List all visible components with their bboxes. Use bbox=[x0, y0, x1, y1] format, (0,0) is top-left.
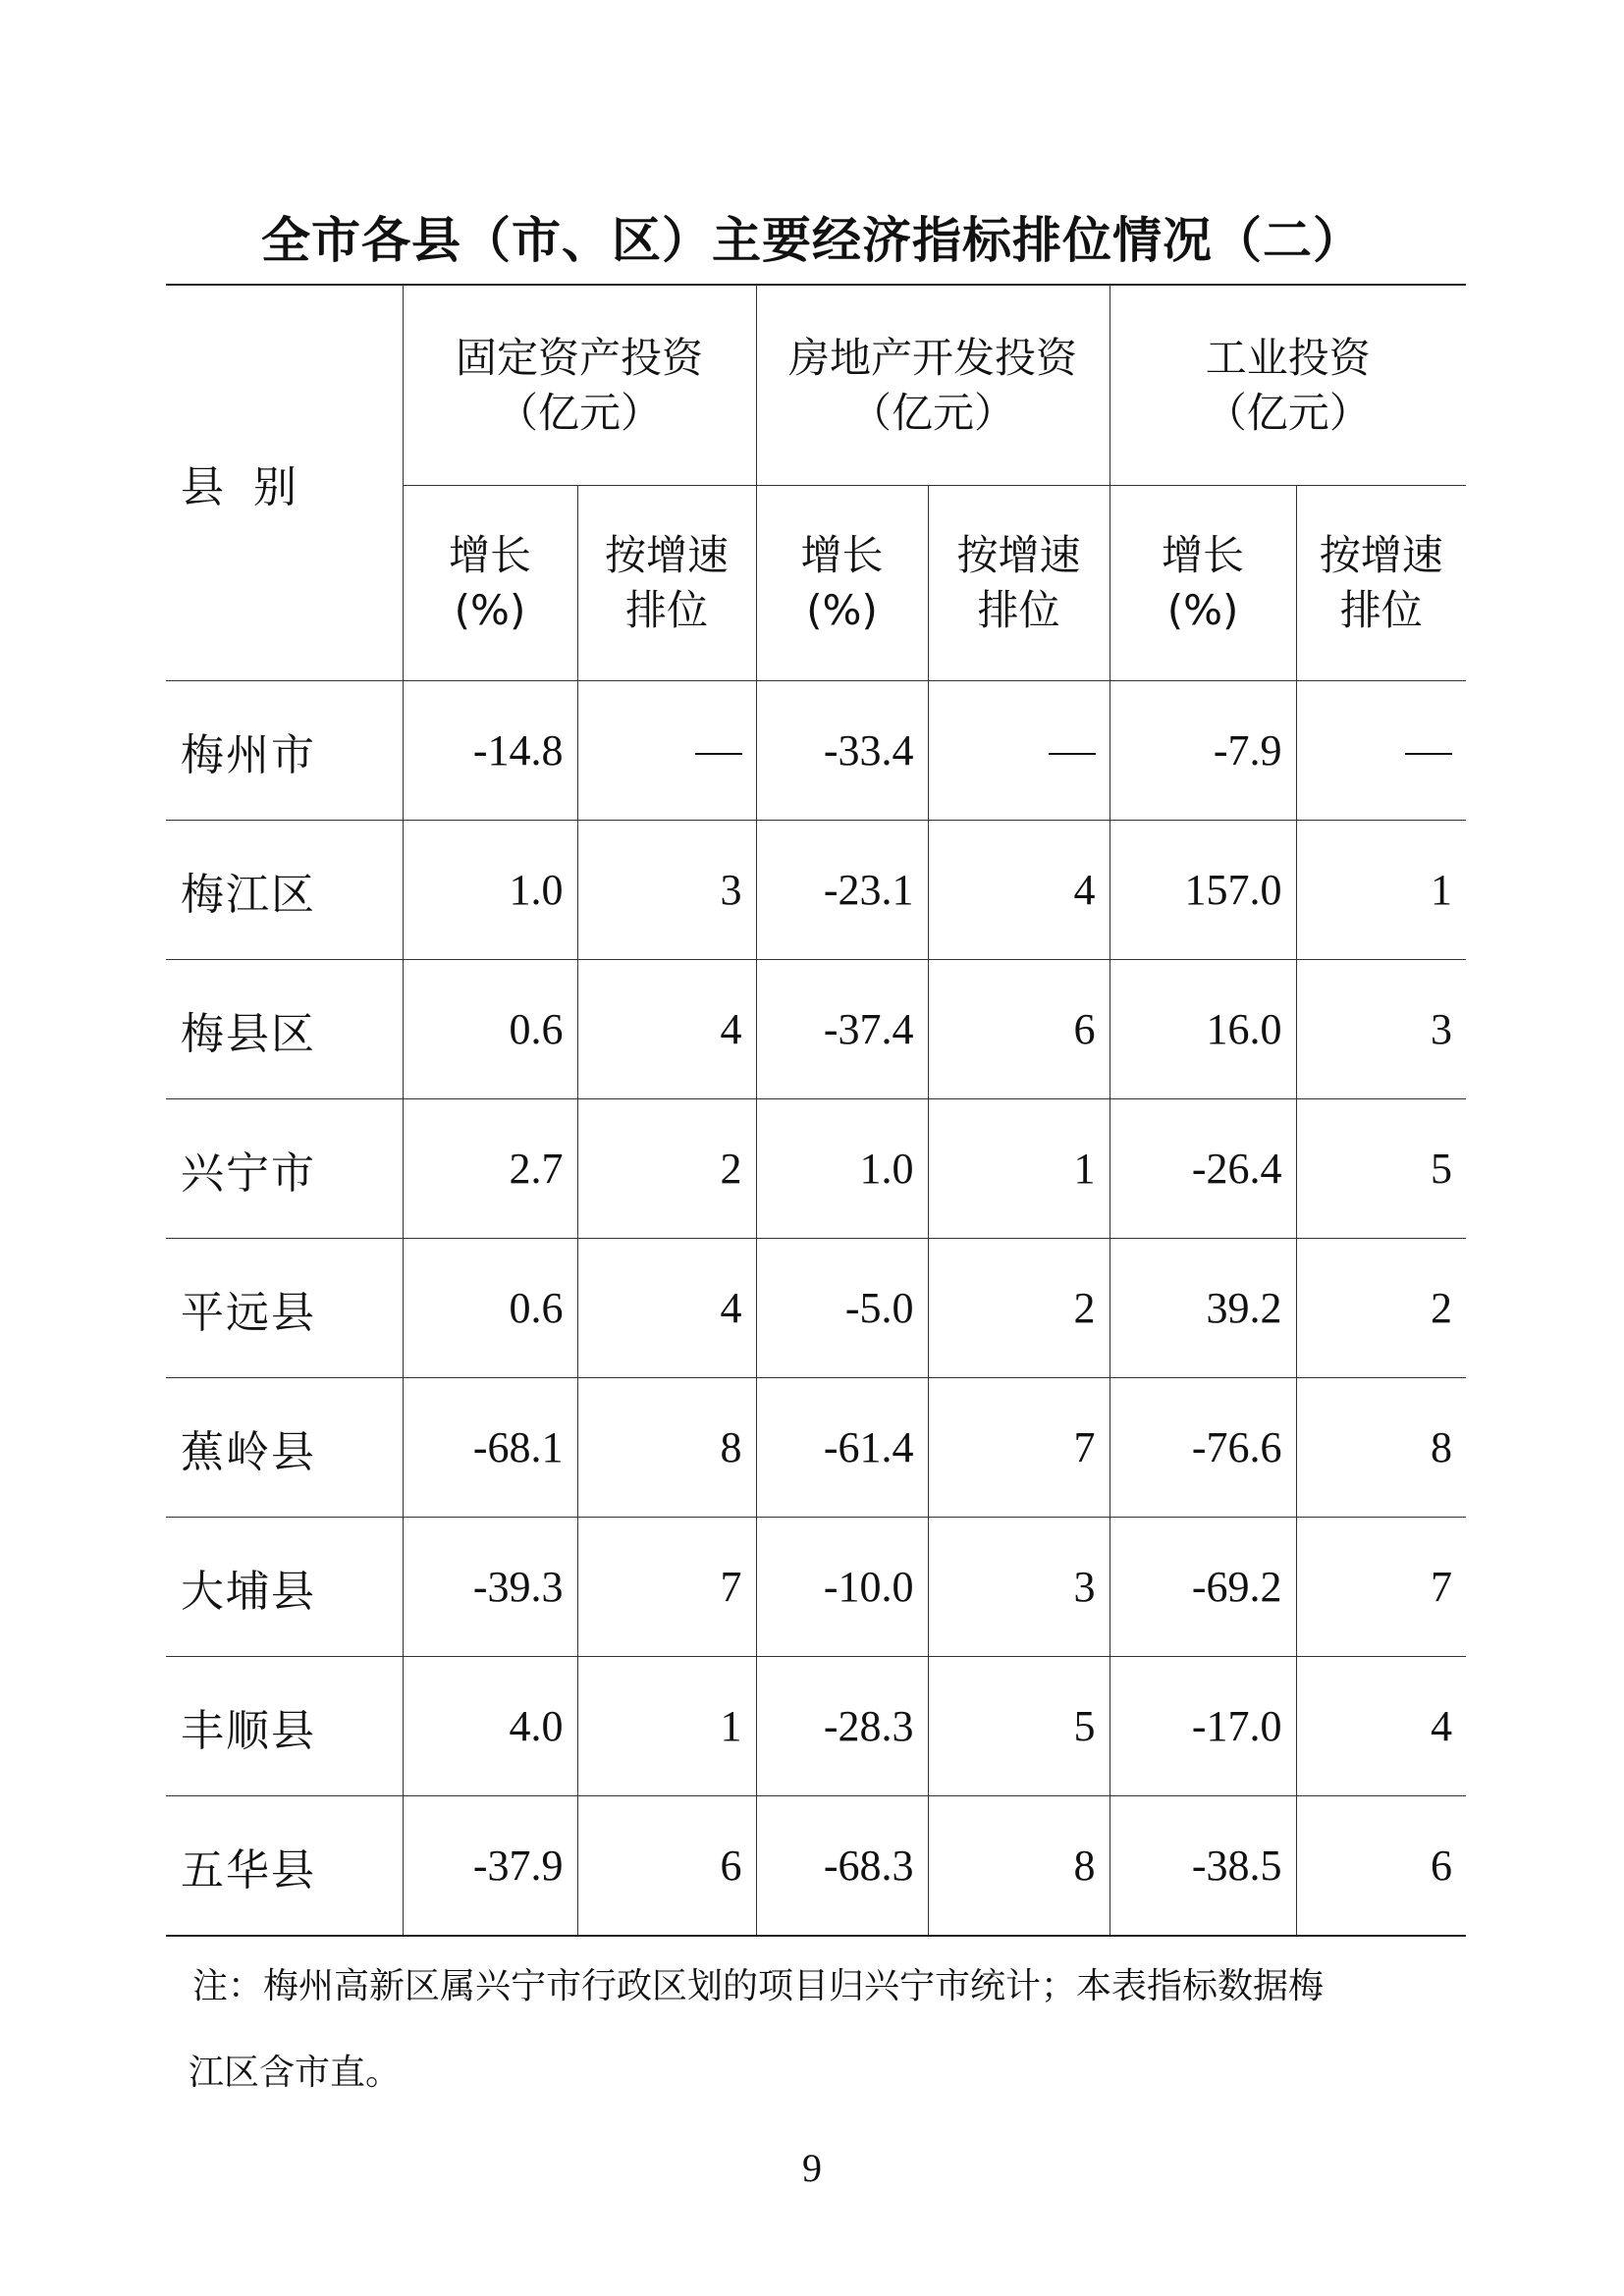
table-row bbox=[166, 1796, 1466, 1937]
rank-cell bbox=[577, 681, 756, 821]
rank-cell: 8 bbox=[577, 1378, 756, 1518]
growth-cell: -14.8 bbox=[403, 681, 577, 821]
sub-header-rank bbox=[1296, 486, 1466, 681]
county-column-header: 县别 bbox=[166, 285, 403, 681]
county-name: 平远县 bbox=[166, 1239, 403, 1378]
footnote-line: 注：梅州高新区属兴宁市行政区划的项目归兴宁市统计；本表指标数据梅 bbox=[192, 1966, 1325, 2006]
rank-cell: 3 bbox=[928, 1518, 1110, 1657]
growth-cell: -37.4 bbox=[756, 960, 928, 1099]
growth-cell: -61.4 bbox=[756, 1378, 928, 1518]
sub-header-label: 增长 bbox=[1162, 531, 1245, 579]
em-dash bbox=[1049, 753, 1096, 755]
page-title: 全市各县（市、区）主要经济指标排位情况（二） bbox=[261, 212, 1363, 269]
growth-cell: -68.1 bbox=[403, 1378, 577, 1518]
group-header-real-estate-investment bbox=[756, 285, 1110, 486]
sub-header-unit: (%) bbox=[454, 586, 526, 634]
indicator-ranking-table bbox=[166, 284, 1466, 1937]
rank-cell: 3 bbox=[577, 821, 756, 960]
rank-cell: 6 bbox=[1296, 1796, 1466, 1937]
footnote-line: 江区含市直。 bbox=[189, 2053, 402, 2093]
growth-cell: -33.4 bbox=[756, 681, 928, 821]
county-name: 兴宁市 bbox=[166, 1099, 403, 1239]
county-name: 梅县区 bbox=[166, 960, 403, 1099]
rank-cell: 7 bbox=[928, 1378, 1110, 1518]
rank-cell: 8 bbox=[928, 1796, 1110, 1937]
rank-cell: 5 bbox=[928, 1657, 1110, 1796]
em-dash bbox=[695, 753, 742, 755]
growth-cell: -5.0 bbox=[756, 1239, 928, 1378]
county-name: 梅州市 bbox=[166, 681, 403, 821]
growth-cell: -39.3 bbox=[403, 1518, 577, 1657]
growth-cell: 0.6 bbox=[403, 960, 577, 1099]
sub-header-label: 排位 bbox=[625, 586, 709, 634]
group-header-fixed-asset-investment bbox=[403, 285, 756, 486]
rank-cell: 4 bbox=[1296, 1657, 1466, 1796]
county-name: 大埔县 bbox=[166, 1518, 403, 1657]
growth-cell: -38.5 bbox=[1110, 1796, 1296, 1937]
sub-header-unit: (%) bbox=[806, 586, 878, 634]
rank-cell: 8 bbox=[1296, 1378, 1466, 1518]
table-row bbox=[166, 821, 1466, 960]
sub-header-label: 排位 bbox=[977, 586, 1060, 634]
sub-header-growth bbox=[756, 486, 928, 681]
rank-cell: 2 bbox=[1296, 1239, 1466, 1378]
growth-cell: -28.3 bbox=[756, 1657, 928, 1796]
growth-cell: 2.7 bbox=[403, 1099, 577, 1239]
rank-cell: 6 bbox=[928, 960, 1110, 1099]
growth-cell: -69.2 bbox=[1110, 1518, 1296, 1657]
rank-cell: 2 bbox=[577, 1099, 756, 1239]
rank-cell bbox=[1296, 681, 1466, 821]
rank-cell bbox=[928, 681, 1110, 821]
growth-cell: 1.0 bbox=[403, 821, 577, 960]
group-header-label: 工业投资 bbox=[1205, 333, 1371, 382]
rank-cell: 4 bbox=[928, 821, 1110, 960]
rank-cell: 2 bbox=[928, 1239, 1110, 1378]
table-row bbox=[166, 1378, 1466, 1518]
county-name: 五华县 bbox=[166, 1796, 403, 1937]
table-row bbox=[166, 681, 1466, 821]
county-name: 蕉岭县 bbox=[166, 1378, 403, 1518]
sub-header-label: 增长 bbox=[800, 531, 884, 579]
sub-header-rank bbox=[928, 486, 1110, 681]
growth-cell: -68.3 bbox=[756, 1796, 928, 1937]
group-header-unit: （亿元） bbox=[1205, 388, 1371, 437]
table-body bbox=[166, 681, 1466, 1937]
rank-cell: 5 bbox=[1296, 1099, 1466, 1239]
group-header-industrial-investment bbox=[1110, 285, 1466, 486]
growth-cell: -23.1 bbox=[756, 821, 928, 960]
group-header-unit: （亿元） bbox=[850, 388, 1016, 437]
group-header-label: 房地产开发投资 bbox=[788, 333, 1078, 382]
rank-cell: 1 bbox=[1296, 821, 1466, 960]
sub-header-label: 增长 bbox=[448, 531, 531, 579]
growth-cell: 157.0 bbox=[1110, 821, 1296, 960]
growth-cell: -76.6 bbox=[1110, 1378, 1296, 1518]
growth-cell: -26.4 bbox=[1110, 1099, 1296, 1239]
rank-cell: 4 bbox=[577, 1239, 756, 1378]
rank-cell: 1 bbox=[577, 1657, 756, 1796]
growth-cell: 0.6 bbox=[403, 1239, 577, 1378]
growth-cell: 1.0 bbox=[756, 1099, 928, 1239]
table-row bbox=[166, 1099, 1466, 1239]
table-row bbox=[166, 1239, 1466, 1378]
growth-cell: 4.0 bbox=[403, 1657, 577, 1796]
rank-cell: 4 bbox=[577, 960, 756, 1099]
rank-cell: 6 bbox=[577, 1796, 756, 1937]
rank-cell: 7 bbox=[1296, 1518, 1466, 1657]
sub-header-growth bbox=[1110, 486, 1296, 681]
county-name: 丰顺县 bbox=[166, 1657, 403, 1796]
rank-cell: 1 bbox=[928, 1099, 1110, 1239]
growth-cell: 16.0 bbox=[1110, 960, 1296, 1099]
sub-header-unit: (%) bbox=[1166, 586, 1239, 634]
em-dash bbox=[1405, 753, 1452, 755]
page-number: 9 bbox=[802, 2146, 822, 2190]
footnote bbox=[189, 1944, 1469, 2116]
sub-header-label: 按增速 bbox=[956, 531, 1081, 579]
sub-header-growth bbox=[403, 486, 577, 681]
table-row bbox=[166, 1518, 1466, 1657]
rank-cell: 7 bbox=[577, 1518, 756, 1657]
growth-cell: -10.0 bbox=[756, 1518, 928, 1657]
growth-cell: 39.2 bbox=[1110, 1239, 1296, 1378]
table-row bbox=[166, 1657, 1466, 1796]
growth-cell: -7.9 bbox=[1110, 681, 1296, 821]
sub-header-label: 按增速 bbox=[605, 531, 730, 579]
sub-header-rank bbox=[577, 486, 756, 681]
rank-cell: 3 bbox=[1296, 960, 1466, 1099]
sub-header-label: 按增速 bbox=[1319, 531, 1443, 579]
sub-header-label: 排位 bbox=[1339, 586, 1423, 634]
growth-cell: -37.9 bbox=[403, 1796, 577, 1937]
table-row bbox=[166, 960, 1466, 1099]
growth-cell: -17.0 bbox=[1110, 1657, 1296, 1796]
group-header-label: 固定资产投资 bbox=[456, 333, 704, 382]
group-header-unit: （亿元） bbox=[497, 388, 663, 437]
county-name: 梅江区 bbox=[166, 821, 403, 960]
